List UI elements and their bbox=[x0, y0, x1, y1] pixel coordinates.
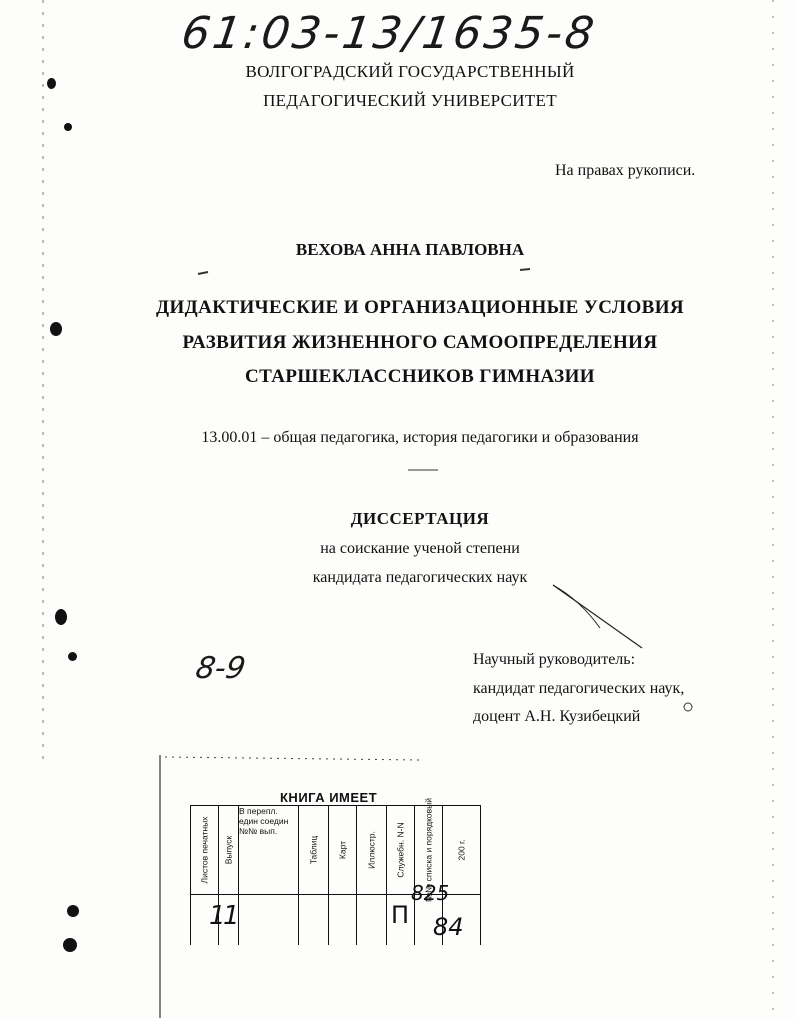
stamp-col-label: Листов печатных bbox=[199, 816, 209, 884]
stamp-col-label: 200 г. bbox=[456, 839, 466, 861]
supervisor-degree: кандидат педагогических наук, bbox=[473, 680, 685, 697]
supervisor-label: Научный руководитель: bbox=[473, 651, 636, 668]
title-line-3: СТАРШЕКЛАССНИКОВ ГИМНАЗИИ bbox=[245, 366, 595, 387]
stamp-value: П bbox=[391, 901, 410, 929]
stamp-col-label: Служебн. N-N bbox=[395, 822, 405, 878]
stamp-col-label: Иллюстр. bbox=[366, 831, 376, 869]
stamp-col-label: Таблиц bbox=[308, 835, 318, 865]
author-name: ВЕХОВА АННА ПАВЛОВНА bbox=[295, 240, 525, 259]
stamp-value-cell bbox=[219, 895, 239, 946]
stamp-value: 1 bbox=[209, 901, 226, 931]
corner-mark bbox=[684, 703, 692, 711]
stamp-col-maps bbox=[329, 806, 357, 895]
book-stamp-table bbox=[190, 798, 481, 945]
stamp-value-cell bbox=[299, 895, 329, 946]
stamp-value-cell bbox=[433, 895, 481, 946]
dissertation-heading: ДИССЕРТАЦИЯ bbox=[350, 509, 490, 528]
stamp-value: 1 bbox=[223, 901, 240, 931]
punch-hole-7 bbox=[63, 938, 77, 952]
stamp-col-label: №№ списка и порядковый bbox=[423, 798, 433, 902]
stamp-value-cell bbox=[357, 895, 387, 946]
archive-number: 61:03-13/1635-8 bbox=[178, 8, 600, 59]
pen-stroke-2 bbox=[553, 585, 600, 628]
stamp-value-cell bbox=[191, 895, 226, 946]
book-stamp-heading: КНИГА ИМЕЕТ bbox=[280, 790, 378, 805]
punch-hole-1 bbox=[47, 78, 56, 89]
stamp-value: 825 bbox=[411, 881, 450, 905]
stamp-col-issue bbox=[219, 806, 239, 895]
dissertation-line-1: на соискание ученой степени bbox=[320, 540, 520, 557]
stamp-col-label: Карт bbox=[337, 840, 347, 860]
university-line-1: ВОЛГОГРАДСКИЙ ГОСУДАРСТВЕННЫЙ bbox=[245, 62, 575, 81]
title-line-1: ДИДАКТИЧЕСКИЕ И ОРГАНИЗАЦИОННЫЕ УСЛОВИЯ bbox=[155, 297, 685, 318]
handwritten-mark: 8-9 bbox=[192, 651, 249, 686]
stamp-col-illustrations bbox=[357, 806, 387, 895]
punch-hole-2 bbox=[64, 123, 72, 131]
specialty: 13.00.01 – общая педагогика, история педагогики и образования bbox=[201, 429, 639, 446]
supervisor-name: доцент А.Н. Кузибецкий bbox=[473, 708, 641, 725]
stamp-top-dotted bbox=[165, 757, 420, 760]
punch-hole-3 bbox=[50, 322, 62, 336]
pen-stroke-5 bbox=[520, 269, 530, 270]
pen-stroke-1 bbox=[553, 585, 642, 648]
pen-stroke-4 bbox=[198, 272, 208, 274]
university-line-2: ПЕДАГОГИЧЕСКИЙ УНИВЕРСИТЕТ bbox=[263, 91, 557, 110]
stamp-col-binding: В перепл. един соедин №№ вып. bbox=[239, 806, 299, 895]
stamp-value-cell bbox=[239, 895, 299, 946]
rights-note: На правах рукописи. bbox=[555, 162, 696, 179]
punch-hole-4 bbox=[55, 609, 67, 625]
stamp-col-sheets bbox=[191, 806, 219, 895]
dissertation-line-2: кандидата педагогических наук bbox=[312, 569, 528, 586]
punch-hole-5 bbox=[68, 652, 77, 661]
stamp-value-row bbox=[191, 895, 481, 946]
stamp-col-tables bbox=[299, 806, 329, 895]
title-line-2: РАЗВИТИЯ ЖИЗНЕННОГО САМООПРЕДЕЛЕНИЯ bbox=[182, 332, 658, 353]
punch-hole-6 bbox=[67, 905, 79, 917]
stamp-col-label: Выпуск bbox=[223, 835, 233, 865]
stamp-value: 84 bbox=[433, 913, 464, 941]
stamp-value-cell bbox=[329, 895, 357, 946]
